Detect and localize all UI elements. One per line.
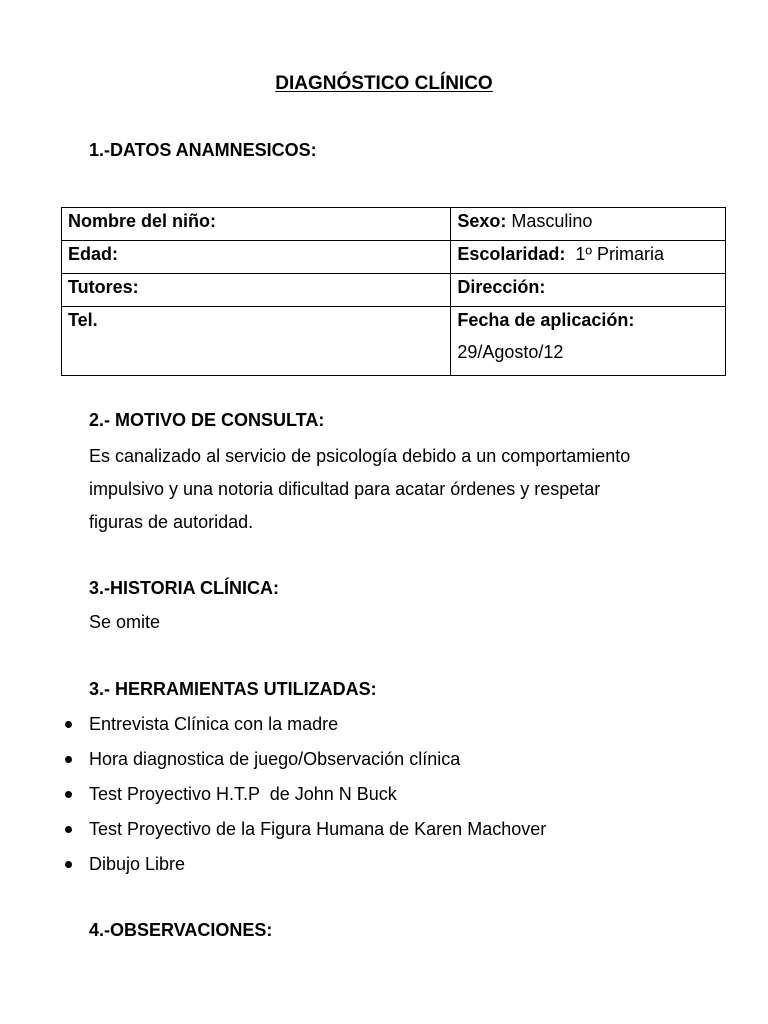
table-cell-tel — [62, 307, 451, 376]
table-cell-nombre — [62, 208, 451, 241]
list-item — [0, 777, 546, 812]
label-nombre: Nombre del niño: — [68, 211, 216, 231]
list-item — [0, 847, 546, 882]
list-item-text: Dibujo Libre — [89, 854, 186, 874]
table-cell-fecha — [451, 307, 726, 376]
list-item-text: Test Proyectivo H.T.P de John N Buck — [89, 784, 397, 804]
label-tel: Tel. — [68, 310, 98, 330]
table-row — [62, 307, 726, 376]
table-cell-edad — [62, 241, 451, 274]
motivo-consulta-text — [89, 440, 630, 539]
bullet-icon — [65, 756, 72, 763]
list-item — [0, 812, 546, 847]
label-fecha: Fecha de aplicación: — [457, 310, 635, 330]
list-item — [0, 707, 546, 742]
section-heading-datos-anamnesicos: 1.-DATOS ANAMNESICOS: — [89, 140, 317, 160]
text-line: impulsivo y una notoria dificultad para acatar órdenes y respetar — [89, 479, 601, 499]
page-title: DIAGNÓSTICO CLÍNICO — [275, 73, 493, 94]
table-cell-escolaridad — [451, 241, 726, 274]
label-direccion: Dirección: — [457, 277, 546, 297]
value-sexo: Masculino — [506, 211, 593, 231]
table-cell-tutores — [62, 274, 451, 307]
text-line: figuras de autoridad. — [89, 512, 254, 532]
value-escolaridad: 1º Primaria — [565, 244, 664, 264]
patient-data-table — [61, 207, 726, 376]
value-fecha: 29/Agosto/12 — [457, 342, 564, 362]
section-heading-historia-clinica: 3.-HISTORIA CLÍNICA: — [89, 578, 280, 598]
label-tutores: Tutores: — [68, 277, 139, 297]
label-sexo: Sexo: — [457, 211, 507, 231]
table-cell-direccion — [451, 274, 726, 307]
tools-list — [0, 707, 546, 882]
label-escolaridad: Escolaridad: — [457, 244, 566, 264]
bullet-icon — [65, 826, 72, 833]
section-heading-observaciones: 4.-OBSERVACIONES: — [89, 920, 273, 940]
historia-clinica-text: Se omite — [89, 612, 161, 632]
table-row — [62, 208, 726, 241]
bullet-icon — [65, 721, 72, 728]
list-item-text: Test Proyectivo de la Figura Humana de Karen Machover — [89, 819, 547, 839]
label-edad: Edad: — [68, 244, 119, 264]
list-item — [0, 742, 546, 777]
table-cell-sexo — [451, 208, 726, 241]
bullet-icon — [65, 861, 72, 868]
bullet-icon — [65, 791, 72, 798]
table-row — [62, 274, 726, 307]
section-heading-motivo-consulta: 2.- MOTIVO DE CONSULTA: — [89, 410, 325, 430]
text-line: Es canalizado al servicio de psicología debido a un comportamiento — [89, 446, 631, 466]
list-item-text: Entrevista Clínica con la madre — [89, 714, 339, 734]
table-row — [62, 241, 726, 274]
list-item-text: Hora diagnostica de juego/Observación clínica — [89, 749, 461, 769]
section-heading-herramientas: 3.- HERRAMIENTAS UTILIZADAS: — [89, 679, 377, 699]
